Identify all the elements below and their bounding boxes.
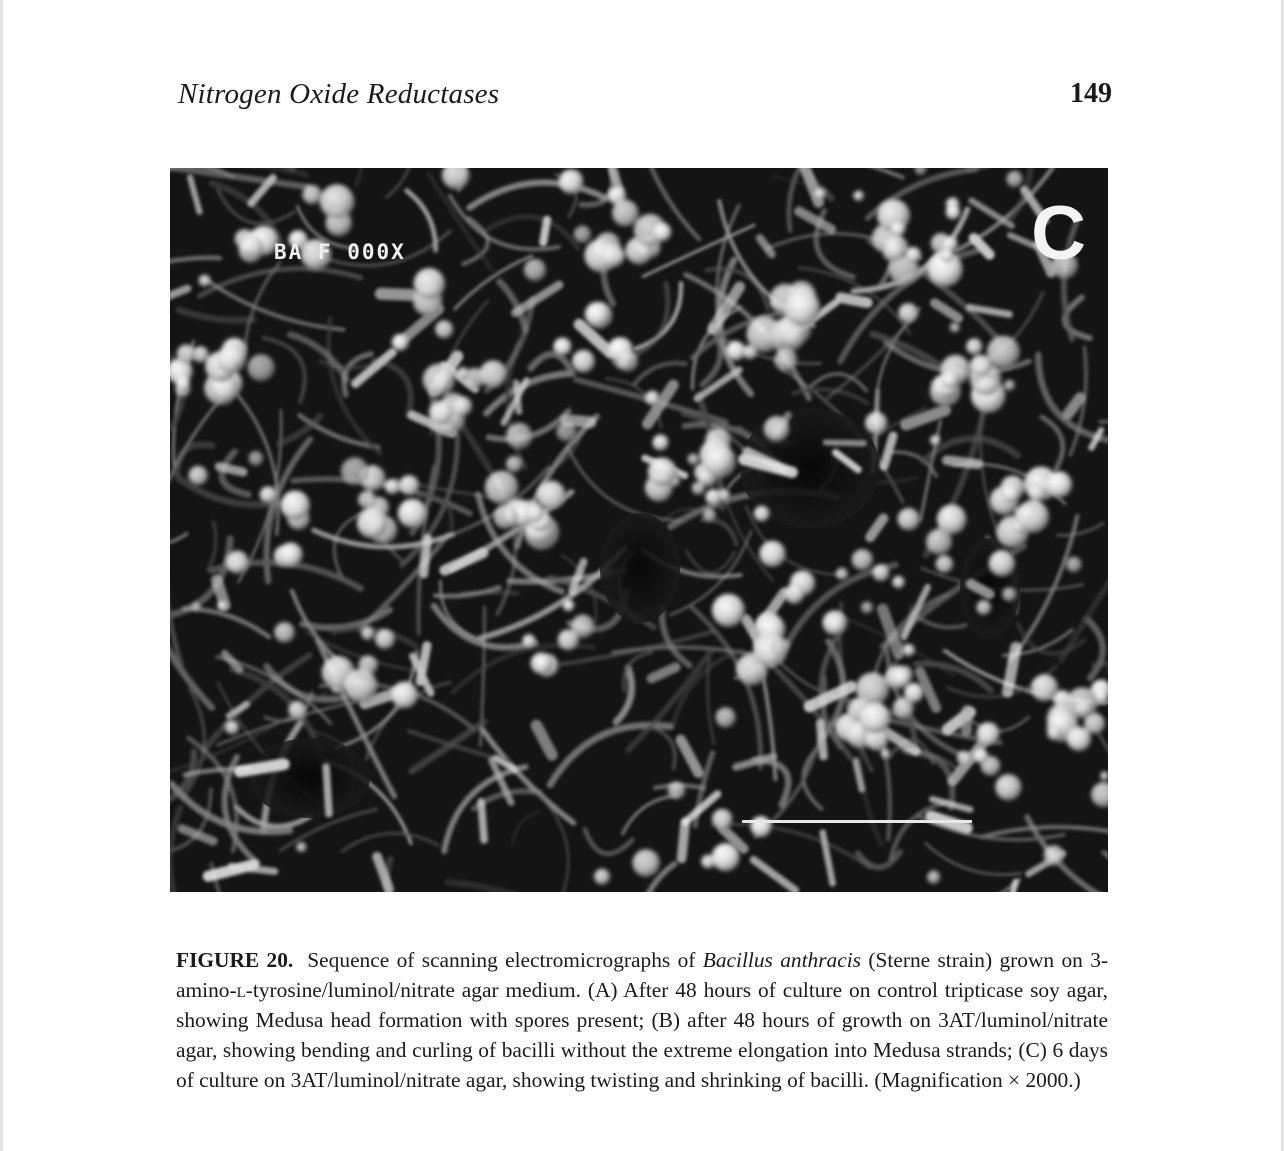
- species-name: Bacillus anthracis: [702, 948, 862, 972]
- isomer-prefix: l: [236, 978, 246, 1002]
- micrograph-image: [170, 168, 1108, 892]
- figure-label: FIGURE 20.: [176, 948, 294, 972]
- caption-text-3: -tyrosine/luminol/nitrate agar medium. (A) After 48 hours of culture on control tripticase soy agar, showing Medusa head formation with spores present; (B) after 48 hours of growth on 3AT/luminol/nitrate agar, showing bending and curling of bacilli without the extreme elongation into Medusa strands; (C) 6 days of culture on 3AT/luminol/nitrate agar, showing twisting and shrinking of bacilli. (Magnification × 2000.): [176, 978, 1108, 1092]
- running-head-title: Nitrogen Oxide Reductases: [178, 78, 500, 110]
- figure-caption: [176, 945, 1108, 1095]
- caption-text-2: (Sterne strain) grown on 3-amino-: [176, 948, 1109, 1002]
- panel-letter: C: [1031, 191, 1086, 276]
- page-edge-left: [0, 0, 3, 1151]
- caption-text-1: Sequence of scanning electromicrographs of: [307, 948, 703, 972]
- figure-micrograph: [170, 168, 1108, 892]
- instrument-label: BA F 000X: [274, 240, 406, 264]
- scale-bar: [742, 820, 972, 823]
- page-number: 149: [1070, 78, 1112, 109]
